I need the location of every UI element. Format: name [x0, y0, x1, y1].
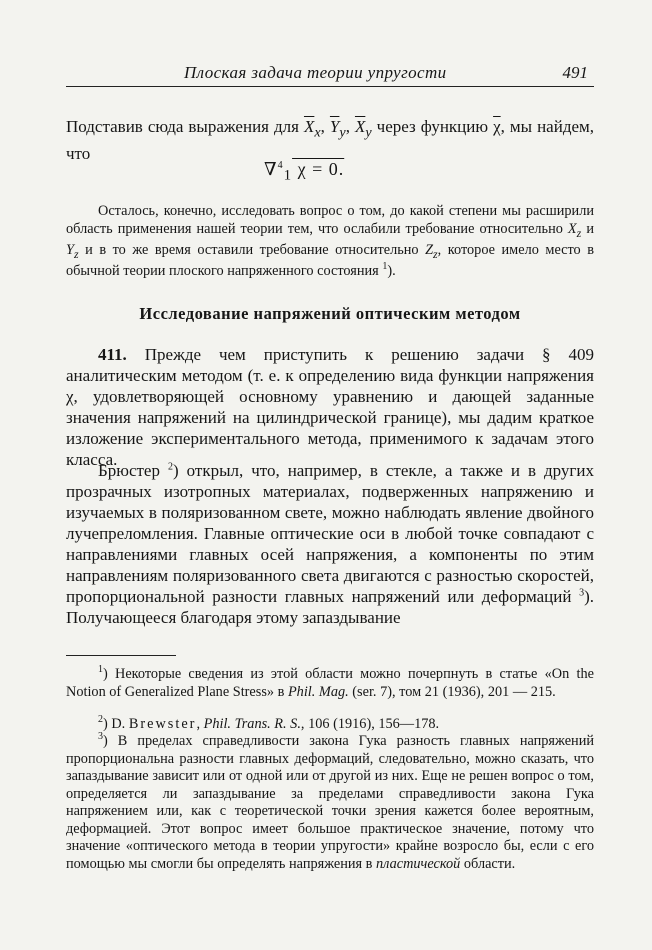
remark-text: , которое имело место в обычной теории плоского напряженного состояния [66, 241, 594, 280]
subscript: y [339, 124, 346, 141]
remark-text: Осталось, конечно, исследовать вопрос о том, до какой степени мы расширили область применения нашей теории тем, что ослабили требование относительно [66, 203, 594, 237]
footnote-ref[interactable]: 1 [382, 261, 388, 273]
lead-separator: , [320, 117, 330, 136]
footnote-text: области. [460, 855, 516, 872]
page-number: 491 [562, 63, 588, 82]
footnote-2 [66, 716, 594, 734]
footnote-text: ) В пределах справедливости закона Гука разность главных напряжений пропорциональна разности главных деформаций, следовательно, можно сказать, что запаздывание зависит или от одной или от другой из них. Еще не решен вопрос о том, определяется ли запаздывание за пределами справедливости закона Гука напряжением или, как с теоретической точки зрения кажется более вероятным, деформацией. Этот вопрос имеет большое практическое значение, потому что значение «оптического метода в теории упругости» крайне возросло бы, если с его помощью мы смогли бы определять напряжения в [66, 733, 594, 872]
subscript: z [433, 246, 438, 261]
paragraph-text: Брюстер [98, 461, 168, 480]
footnote-mark: 3 [98, 731, 103, 743]
paragraph-number: 411. [98, 345, 127, 364]
footnote-text: , 106 (1916), 156—178. [300, 716, 440, 732]
paragraph-text: ). Получающееся благодаря этому запаздывание [66, 587, 594, 627]
subscript: y [365, 124, 372, 141]
running-title: Плоская задача теории упругости [184, 63, 447, 82]
lead-text: , мы найдем, что [66, 117, 595, 164]
page-header [66, 60, 594, 87]
remark-paragraph [66, 203, 594, 281]
symbol-xy: $\overline{X}$ [354, 117, 366, 136]
symbol-xz: X [567, 220, 577, 237]
lead-separator: , [345, 117, 355, 136]
symbol-xx: $\overline{X}$ [303, 117, 315, 136]
subscript: z [576, 225, 582, 240]
equation [264, 159, 344, 185]
subscript: x [314, 124, 321, 141]
section-heading: Исследование напряжений оптическим методом [139, 304, 521, 323]
paragraph-brewster [66, 460, 594, 628]
footnote-text: (ser. 7), том 21 (1936), 201 — 215. [348, 683, 556, 700]
paragraph-text: ) открыл, что, например, в стекле, а также и в других прозрачных изотропных материалах, подверженных напряжению и изучаемых в поляризованном свете, можно наблюдать явление двойного лучепреломления. Главные оптические оси в любой точке совпадают с направлениями главных осей напряжения, а компоненты по этим направлениям поляризованного света двигаются с разностью скоростей, пропорциональной разности главных напряжений или деформаций [66, 461, 594, 606]
journal-name: Phil. Trans. R. S. [203, 716, 301, 732]
lead-paragraph [66, 116, 594, 164]
paragraph-text: Прежде чем приступить к решению задачи § 409 аналитическим методом (т. е. к определению вида функции напряжения χ, удовлетворяющей основному уравнению и дающей заданные значения напряжений на цилиндрической границе), мы дадим краткое изложение экспериментального метода, применимого к задачам этого класса. [66, 345, 594, 469]
lead-text: Подставив сюда выражения для [66, 117, 304, 136]
symbol-yy: $\overline{Y}$ [329, 117, 340, 136]
nabla-symbol: ∇ [264, 159, 278, 179]
footnote-text: , [196, 716, 204, 732]
remark-text: и в то же время оставили требование относительно [78, 241, 426, 258]
author-name: Brewster [128, 716, 197, 732]
remark-text: и [581, 220, 594, 237]
footnote-1 [66, 666, 594, 701]
footnote-divider [66, 655, 176, 656]
footnote-mark: 1 [98, 664, 103, 676]
footnote-mark: 2 [98, 714, 103, 726]
remark-text: ). [387, 263, 396, 280]
emphasis-text: пластической [376, 855, 461, 872]
equation-rest: χ = 0. [292, 159, 345, 179]
symbol-yz: Y [66, 241, 74, 258]
lead-text: через функцию [371, 117, 494, 136]
equation-subscript: 1 [283, 167, 293, 184]
footnote-3 [66, 733, 594, 873]
footnote-text: ) Некоторые сведения из этой области можно почерпнуть в статье «On the Notion of Generalized Plane Stress» в [66, 666, 594, 700]
footnote-ref[interactable]: 2 [167, 461, 173, 473]
symbol-zz: Z [425, 241, 434, 258]
journal-name: Phil. Mag. [287, 683, 349, 700]
symbol-chi: $\overline{\chi}$ [493, 117, 501, 136]
footnote-text: ) D. [103, 716, 129, 732]
footnote-ref[interactable]: 3 [579, 587, 585, 599]
equation-superscript: 4 [277, 160, 284, 171]
subscript: z [73, 246, 79, 261]
